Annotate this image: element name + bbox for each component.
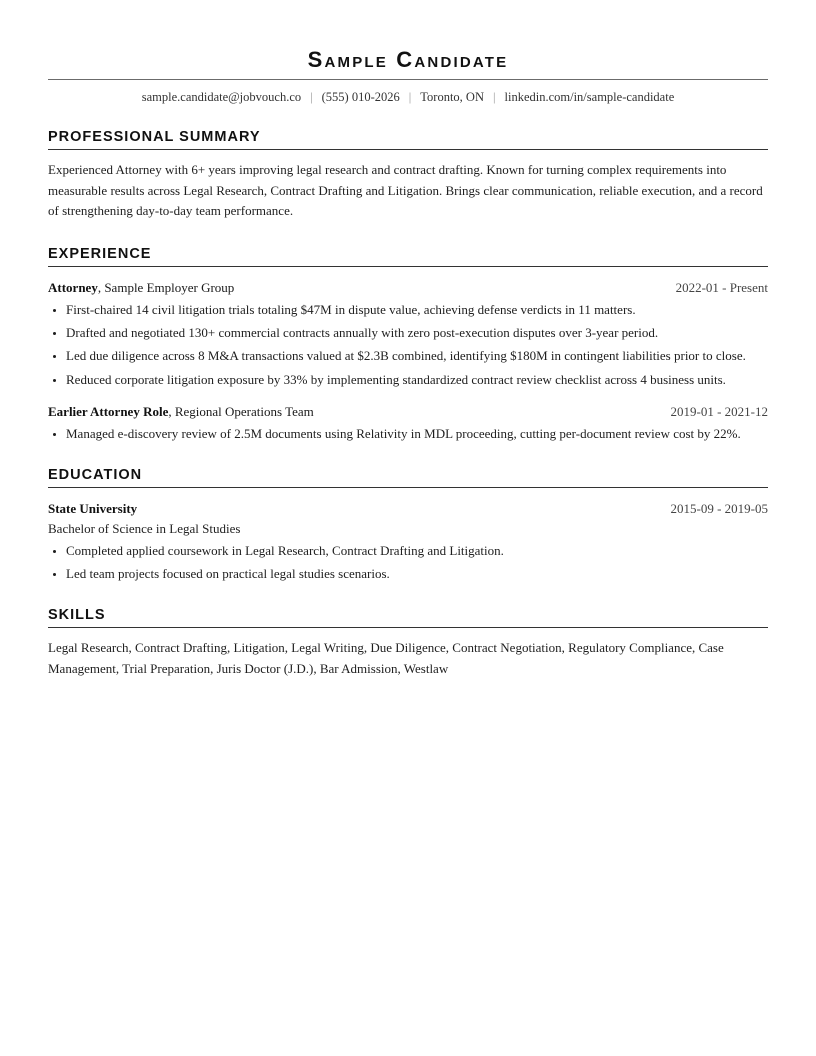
job-header xyxy=(48,403,768,421)
summary-section xyxy=(48,127,768,222)
contact-separator: | xyxy=(310,90,313,104)
header-divider xyxy=(48,79,768,80)
job-title: Attorney xyxy=(48,280,98,296)
bullet-item: • Led team projects focused on practical legal studies scenarios. xyxy=(66,565,768,583)
bullet-item: • First-chaired 14 civil litigation trials totaling $47M in dispute value, achieving defense verdicts in 11 matters. xyxy=(66,301,768,319)
skills-heading: SKILLS xyxy=(48,606,106,623)
degree-name: Bachelor of Science in Legal Studies xyxy=(48,520,241,536)
contact-linkedin[interactable]: linkedin.com/in/sample-candidate xyxy=(504,90,675,104)
job-entry xyxy=(48,279,768,389)
education-heading: EDUCATION xyxy=(48,466,143,483)
summary-text: Experienced Attorney with 6+ years improving legal research and contract drafting. Known for turning complex requirements into measurable results across Legal Research, Contract Drafting and Litigation. Brings clear communication, reliable execution, and a record of strengthening day-to-day team performance. xyxy=(48,162,763,219)
section-divider xyxy=(48,627,768,628)
school-name: State University xyxy=(48,500,138,516)
skills-section xyxy=(48,605,768,679)
bullet-item: • Completed applied coursework in Legal Research, Contract Drafting and Litigation. xyxy=(66,542,768,560)
education-dates: 2015-09 - 2019-05 xyxy=(670,500,768,516)
job-title-line xyxy=(48,279,234,297)
experience-heading: EXPERIENCE xyxy=(48,246,152,263)
skills-text: Legal Research, Contract Drafting, Litigation, Legal Writing, Due Diligence, Contract Negotiation, Regulatory Compliance, Case Management, Trial Preparation, Juris Doctor (J.D.), Bar Admission, Westlaw xyxy=(48,639,724,676)
school-line xyxy=(48,500,137,518)
experience-section xyxy=(48,244,768,443)
job-bullets xyxy=(48,425,768,443)
job-title-line xyxy=(48,403,314,421)
candidate-name: Sample Candidate xyxy=(307,47,509,72)
contact-phone[interactable]: (555) 010-2026 xyxy=(321,90,400,104)
job-header xyxy=(48,279,768,297)
contact-separator: | xyxy=(492,90,496,104)
contact-separator: | xyxy=(408,90,412,104)
contact-location: Toronto, ON xyxy=(420,90,484,104)
contact-line xyxy=(48,89,768,105)
section-divider xyxy=(48,487,768,488)
job-organization: , Regional Operations Team xyxy=(168,403,314,419)
education-header xyxy=(48,500,768,518)
section-divider xyxy=(48,149,768,150)
education-section xyxy=(48,465,768,583)
bullet-item: • Led due diligence across 8 M&A transactions valued at $2.3B combined, identifying $180M in contingent liabilities prior to close. xyxy=(66,347,768,365)
job-dates: 2019-01 - 2021-12 xyxy=(670,403,768,419)
job-title: Earlier Attorney Role xyxy=(48,403,169,419)
summary-heading: PROFESSIONAL SUMMARY xyxy=(48,129,261,145)
section-divider xyxy=(48,266,768,267)
job-organization: , Sample Employer Group xyxy=(97,280,235,296)
education-entry xyxy=(48,500,768,583)
education-bullets xyxy=(48,542,768,583)
job-entry xyxy=(48,403,768,443)
bullet-item: • Managed e-discovery review of 2.5M documents using Relativity in MDL proceeding, cutting per-document review cost by 22%. xyxy=(66,425,768,443)
contact-email[interactable]: sample.candidate@jobvouch.co xyxy=(141,90,302,104)
job-dates: 2022-01 - Present xyxy=(675,280,768,296)
bullet-item: • Reduced corporate litigation exposure by 33% by implementing standardized contract review checklist across 4 business units. xyxy=(66,371,768,389)
job-bullets xyxy=(48,301,768,389)
bullet-item: • Drafted and negotiated 130+ commercial contracts annually with zero post-execution disputes over 3-year period. xyxy=(66,324,768,342)
